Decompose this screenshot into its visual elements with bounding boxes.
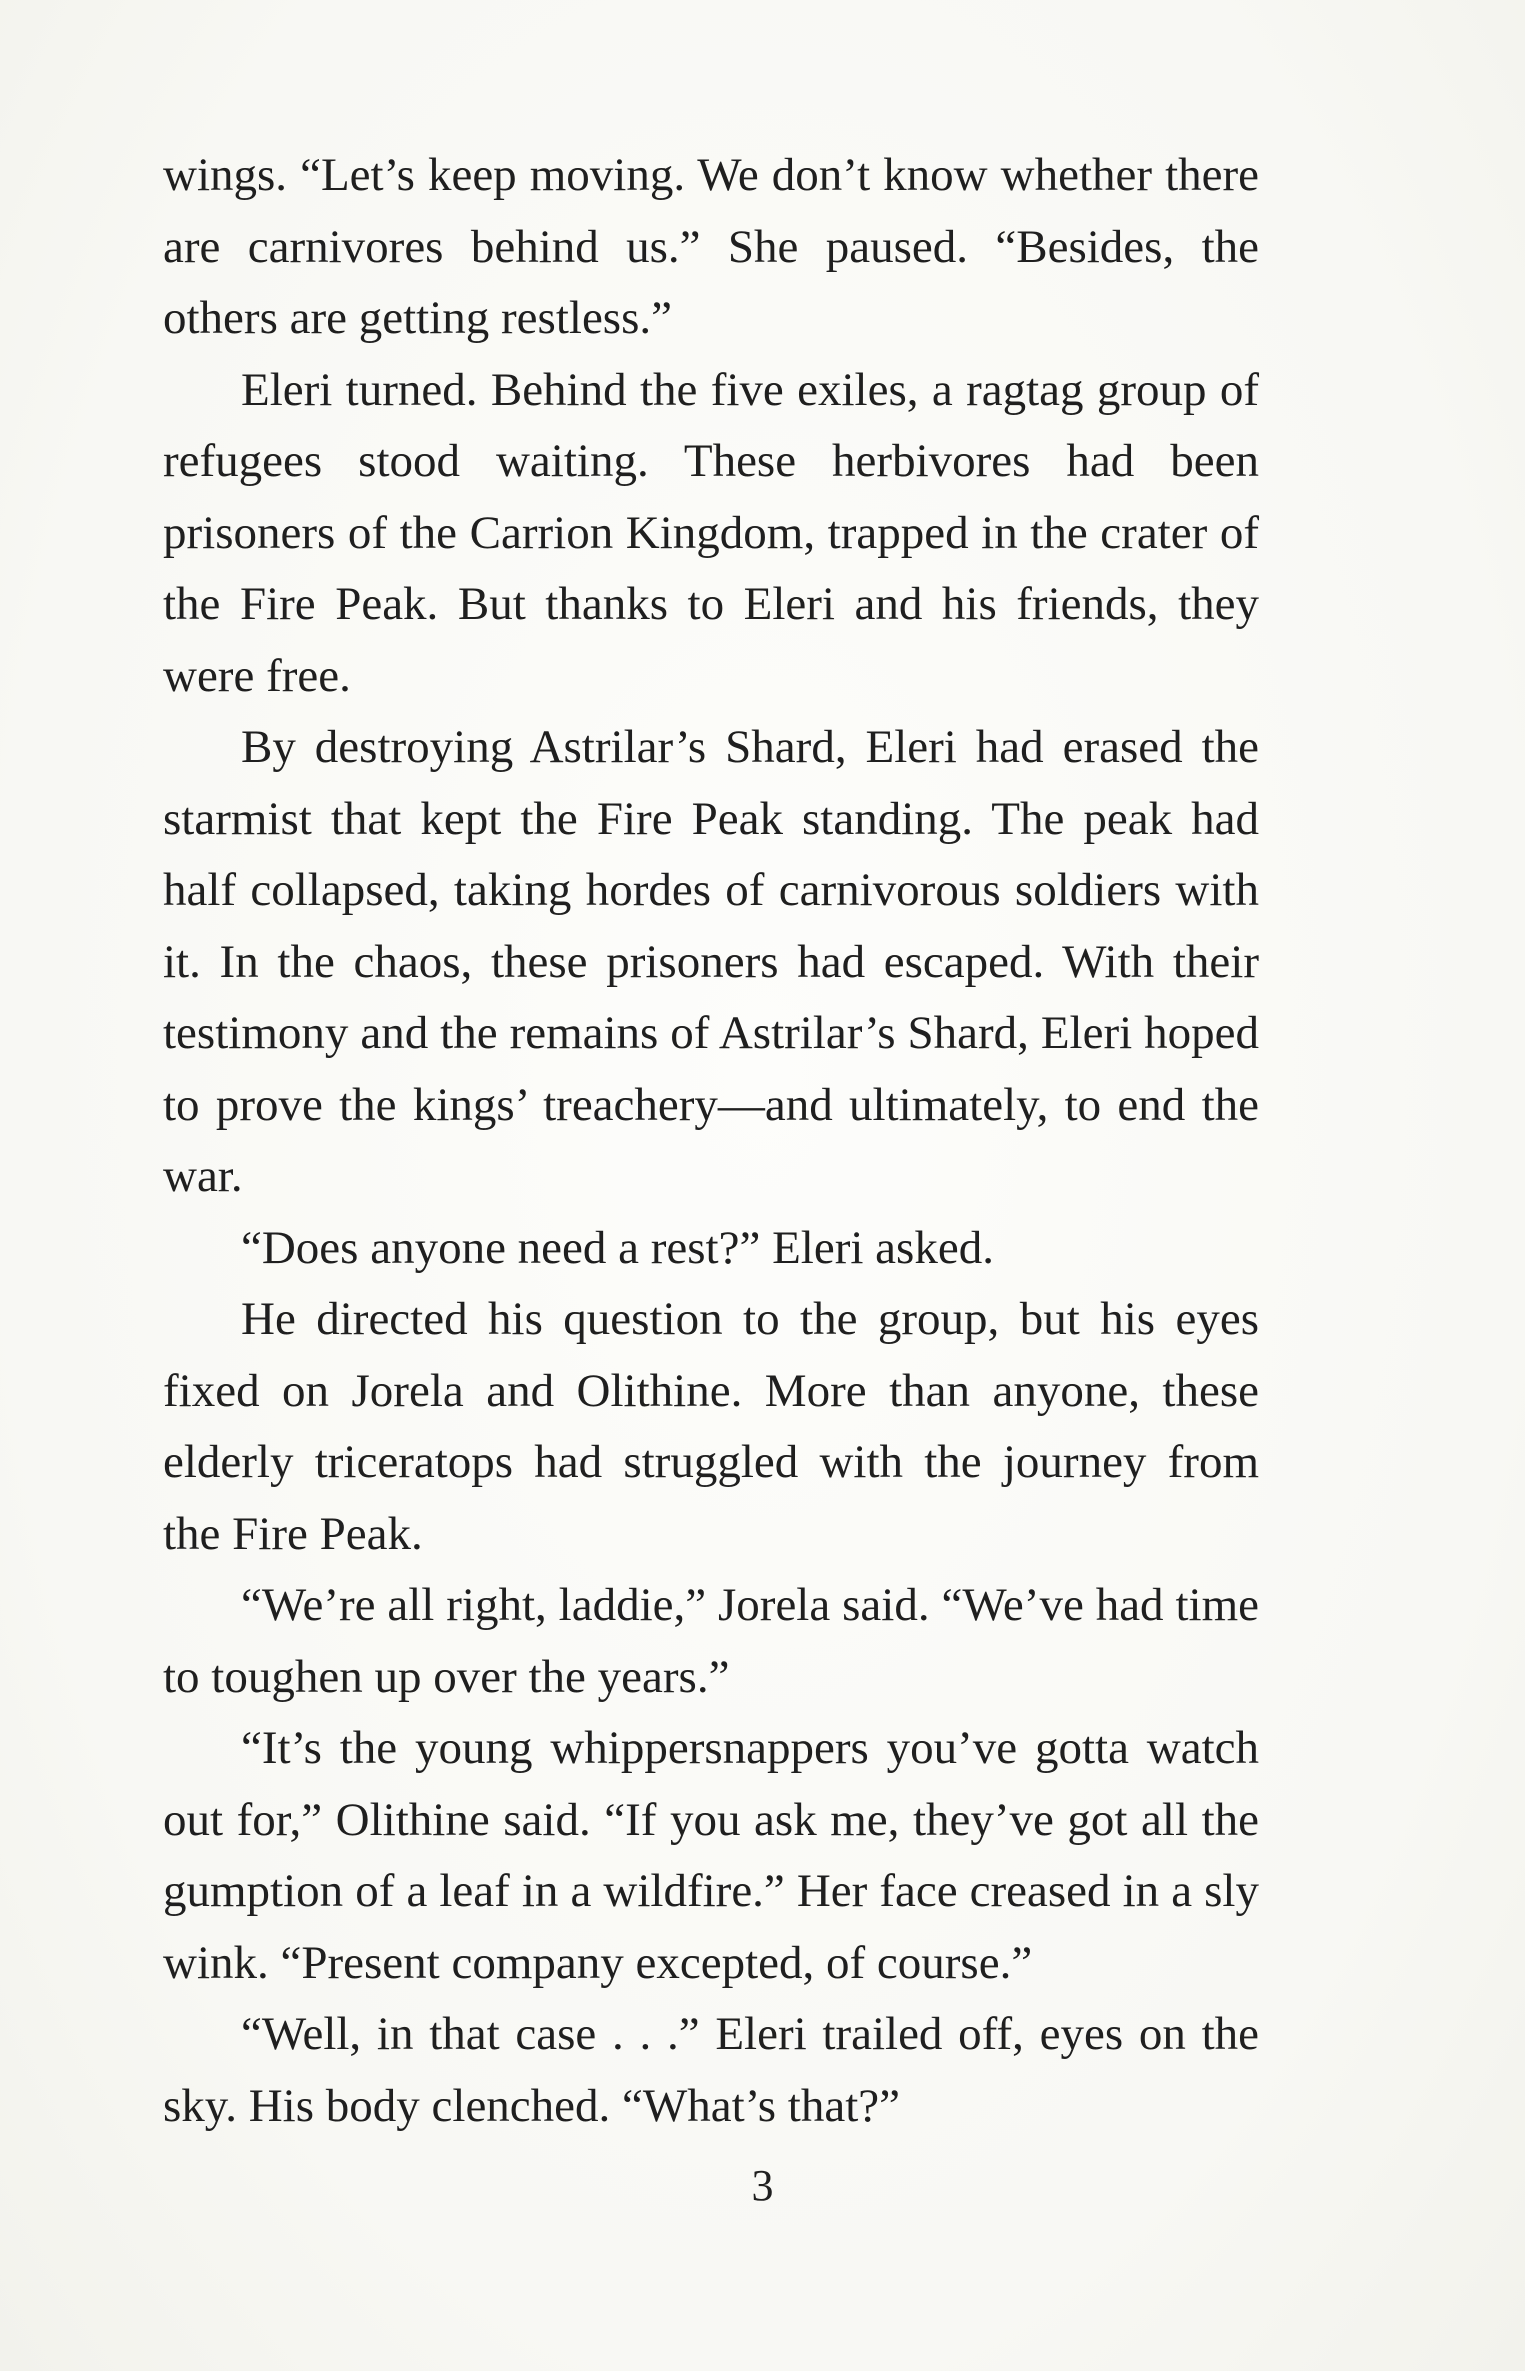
body-text bbox=[163, 140, 1259, 2142]
paragraph: “Well, in that case . . .” Eleri trailed off, eyes on the sky. His body clenched. “What’s that?” bbox=[163, 2008, 1259, 2132]
paragraph: He directed his question to the group, but his eyes fixed on Jorela and Olithine. More than anyone, these elderly triceratops had struggled with the journey from the Fire Peak. bbox=[163, 1293, 1259, 1560]
paragraph: Eleri turned. Behind the five exiles, a ragtag group of refugees stood waiting. These herbivores had been prisoners of the Carrion Kingdom, trapped in the crater of the Fire Peak. But thanks to Eleri and his friends, they were free. bbox=[163, 363, 1259, 702]
paragraph: wings. “Let’s keep moving. We don’t know whether there are carnivores behind us.” She paused. “Besides, the others are getting restless.” bbox=[163, 149, 1259, 344]
paragraph: “It’s the young whippersnappers you’ve gotta watch out for,” Olithine said. “If you ask me, they’ve got all the gumption of a leaf in a wildfire.” Her face creased in a sly wink. “Present company excepted, of course.” bbox=[163, 1722, 1259, 1989]
page-number: 3 bbox=[751, 2161, 774, 2210]
paragraph: By destroying Astrilar’s Shard, Eleri had erased the starmist that kept the Fire Peak standing. The peak had half collapsed, taking hordes of carnivorous soldiers with it. In the chaos, these prisoners had escaped. With their testimony and the remains of Astrilar’s Shard, Eleri hoped to prove the kings’ treachery—and ultimately, to end the war. bbox=[163, 721, 1259, 1202]
paragraph: “Does anyone need a rest?” Eleri asked. bbox=[241, 1221, 994, 1274]
paragraph: “We’re all right, laddie,” Jorela said. “We’ve had time to toughen up over the years.” bbox=[163, 1579, 1259, 1703]
